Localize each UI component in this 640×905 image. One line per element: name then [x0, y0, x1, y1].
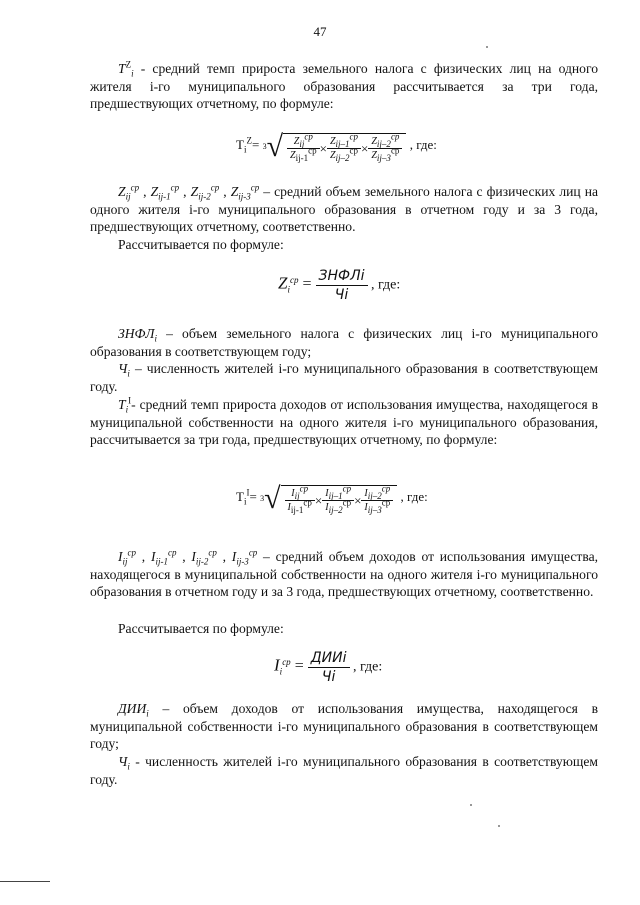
scan-speck [498, 825, 500, 827]
paragraph-calculated-by-formula-2: Рассчитывается по формуле: [118, 621, 284, 636]
page-number: 47 [313, 24, 327, 39]
paragraph-calculated-by-formula: Рассчитывается по формуле: [118, 237, 284, 252]
scan-edge-line [0, 881, 50, 882]
paragraph-i-definition: $I_{ij}^{cp}$ , $I_{ij-1}^{cp}$ , $I_{ij-2}^{cp}$ , $I_{ij-3}^{cp}$ – средний объем доходов от использования имущества, находящегося в муниципальной собственности на одного жителя i-го муниципального образования в отчетном году и за 3 года, предшествующих отчетному, соответственно. [90, 547, 599, 599]
scan-speck [470, 804, 472, 806]
scan-speck [486, 46, 488, 48]
paragraph-ti-definition: $T_i^I-$ средний темп прироста доходов от использования имущества, находящегося в муниципальной собственности на одного жителя i-го муниципального образования, рассчитывается за три года, предшествующих отчетному, по формуле: [90, 395, 598, 447]
symbol-tz: $T^Z_i$ [118, 59, 134, 79]
formula-ti: $T_i^I=$ 3 √ $\frac{I_{ij}^{cp}}{I_{ij-1}^{cp}}$ × $\frac{I_{ij-1}^{cp}}{I_{ij-2}^{cp}}$ × $\frac{I_{ij-2}^{cp}}{I_{ij-3}^{cp}}$ , где: [236, 482, 428, 515]
formula-tz: $T_i^Z=$ 3 √ $\frac{Z_{ij}^{cp}}{Z_{ij-1}^{cp}}$ × $\frac{Z_{ij-1}^{cp}}{Z_{ij-2}^{cp}}$ × $\frac{Z_{ij-2}^{cp}}{Z_{ij-3}^{cp}}$ , где: [236, 130, 437, 163]
formula-i: $I_i^{cp}$ = $\frac{\text{ДИИi}}{Чi}$ , где: [274, 650, 383, 685]
paragraph-tz-definition: $T^Z_i$ - средний темп прироста земельного налога с физических лиц на одного жителя i-го муниципального образования рассчитывается за три года, предшествующих отчетному, по формуле: [90, 59, 598, 111]
formula-z: $Z_i^{cp}$ = $\frac{\text{ЗНФЛi}}{Чi}$ , где: [278, 268, 401, 303]
paragraph-dii-definition: $ДИИ_i$ – объем доходов от использования имущества, находящегося в муниципальной собственности i-го муниципального образования в соответствующем году; [90, 701, 598, 751]
paragraph-ch-definition-2: $Ч_i$ - численность жителей i-го муниципального образования в соответствующем году. [90, 754, 598, 787]
paragraph-znfl-definition: $ЗНФЛ_i$ – объем земельного налога с физических лиц i-го муниципального образования в соответствующем году; [90, 326, 598, 359]
paragraph-ch-definition: $Ч_i$ – численность жителей i-го муниципального образования в соответствующем году. [90, 361, 598, 394]
paragraph-z-definition: $Z_{ij}^{cp}$ , $Z_{ij-1}^{cp}$ , $Z_{ij-2}^{cp}$ , $Z_{ij-3}^{cp}$ – средний объем земельного налога с физических лиц на одного жителя i-го муниципального образования в отчетном году и за 3 года, предшествующих отчетному, соответственно. [90, 182, 599, 234]
